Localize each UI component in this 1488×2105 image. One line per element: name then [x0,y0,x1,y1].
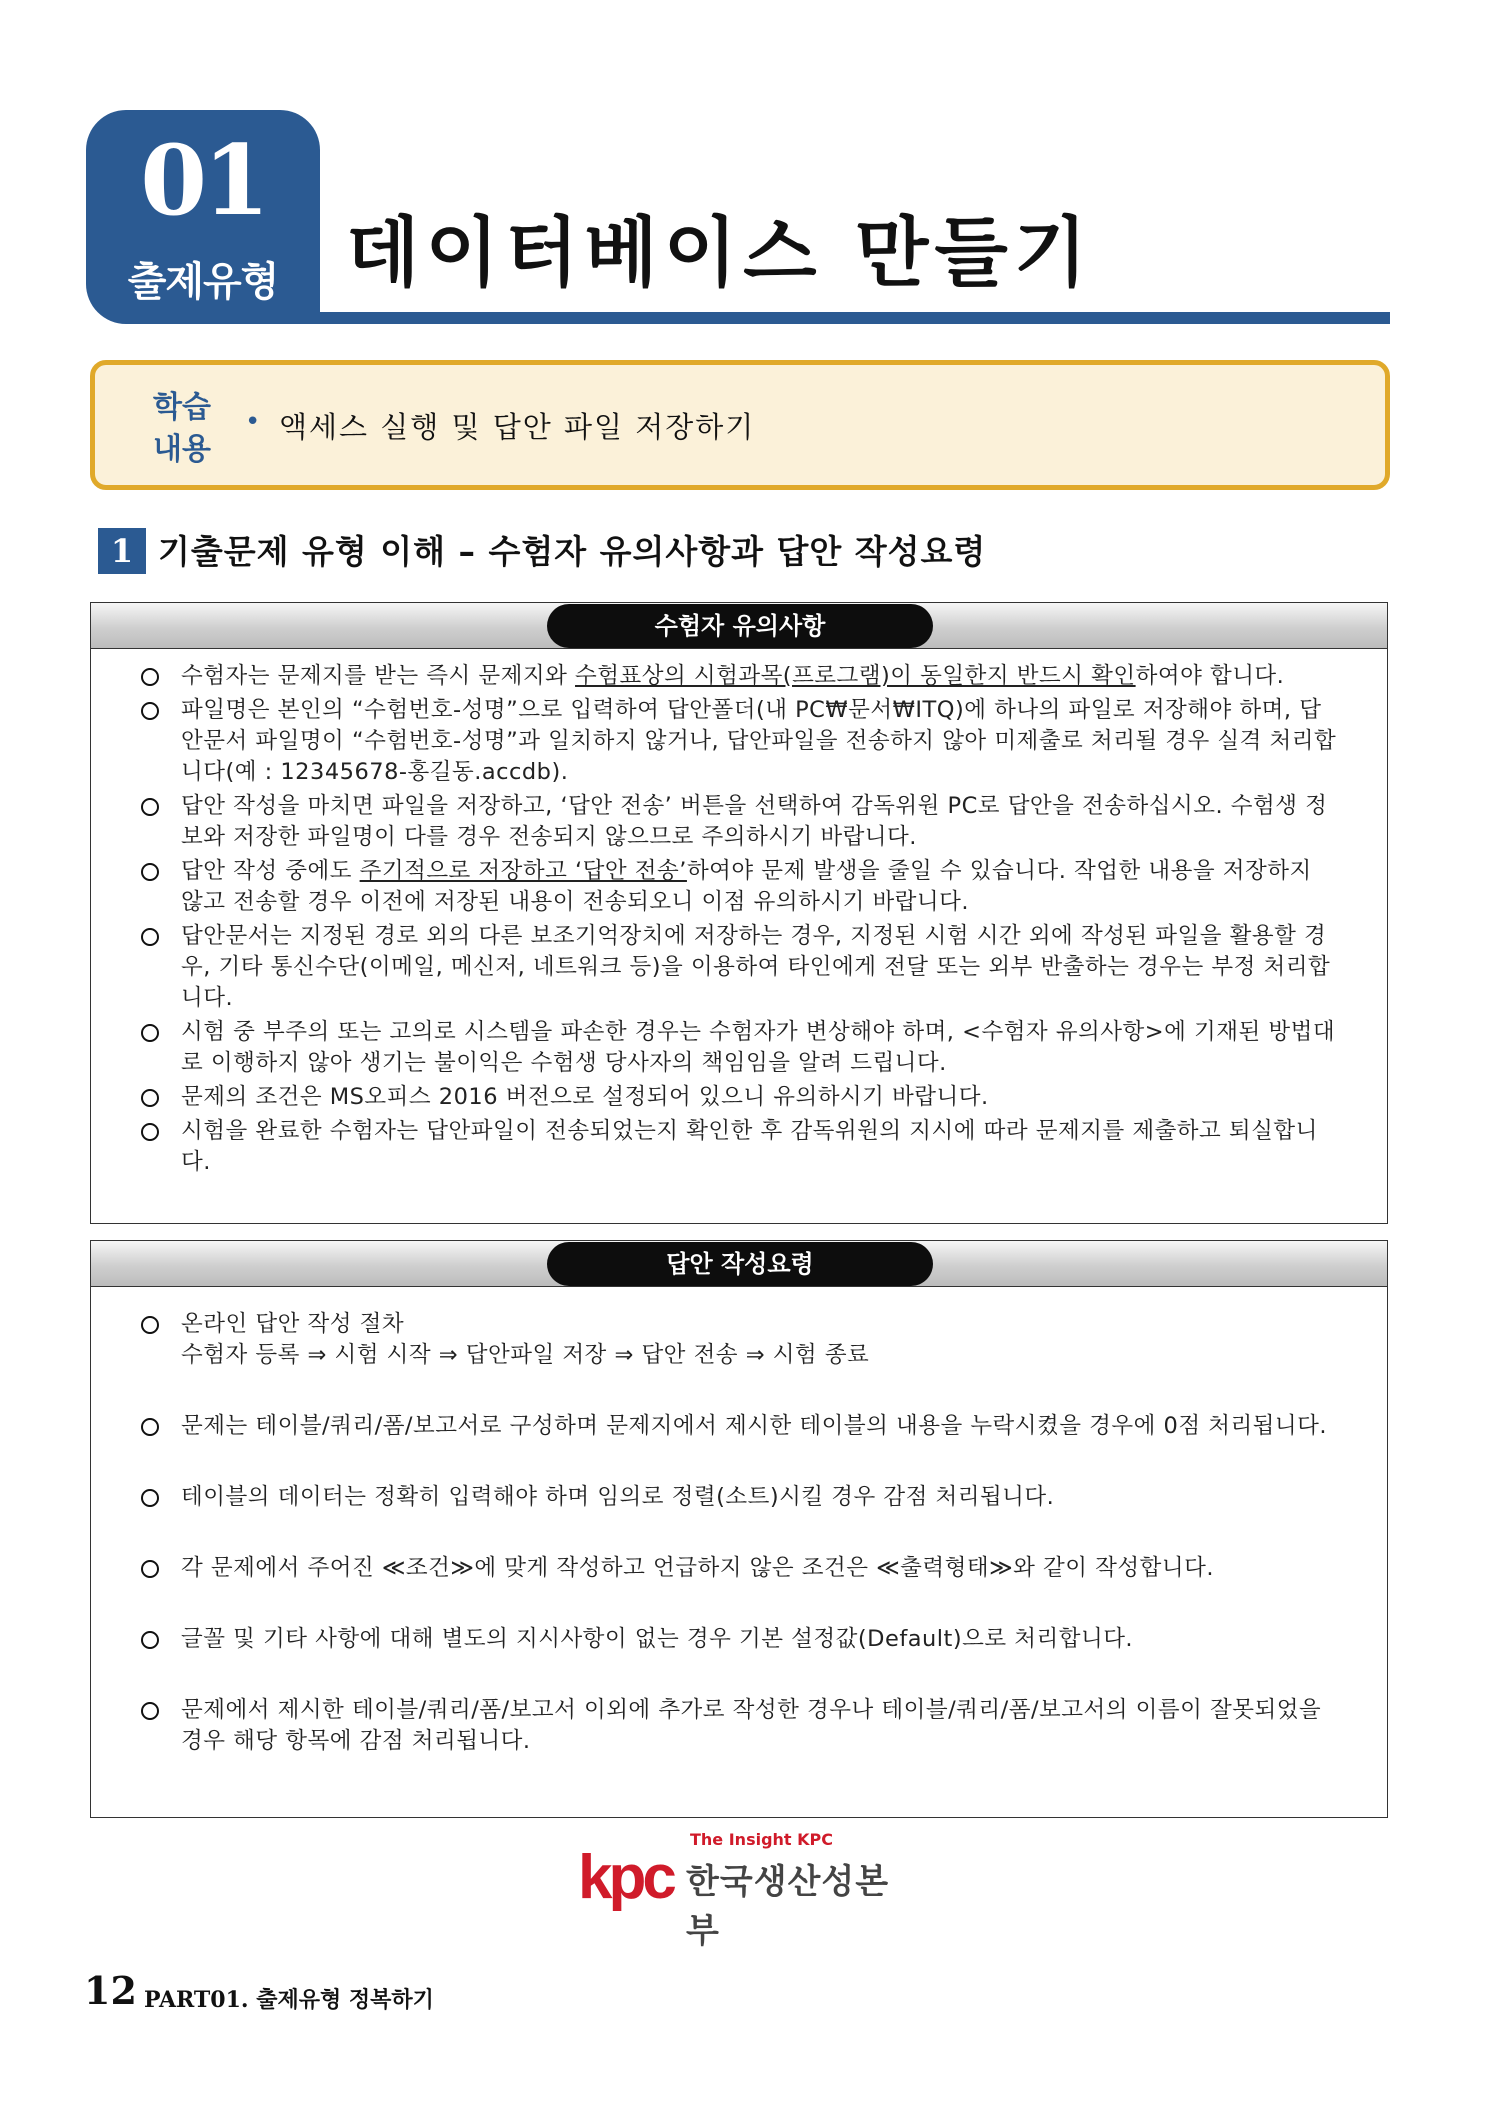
list-item: 온라인 답안 작성 절차 수험자 등록 ⇒ 시험 시작 ⇒ 답안파일 저장 ⇒ 답안 전송 ⇒ 시험 종료 [91,1309,1387,1371]
list-item: 각 문제에서 주어진 ≪조건≫에 맞게 작성하고 언급하지 않은 조건은 ≪출력형태≫와 같이 작성합니다. [91,1553,1387,1584]
kpc-logo [578,1830,898,1951]
list-item: 파일명은 본인의 “수험번호-성명”으로 입력하여 답안폴더(내 PC₩문서₩ITQ)에 하나의 파일로 저장해야 하며, 답안문서 파일명이 “수험번호-성명”과 일치하지 않거나, 답안파일을 전송하지 않아 미제출로 처리될 경우 실격 처리합니다(예 : 12345678-홍길동.accdb). [91,695,1387,788]
underlined-text: 수험표상의 시험과목(프로그램)이 동일한지 반드시 확인 [575,663,1136,689]
circle-bullet-icon [141,928,159,946]
learning-label-line1: 학습 [153,390,211,425]
list-item: 답안문서는 지정된 경로 외의 다른 보조기억장치에 저장하는 경우, 지정된 시험 시간 외에 작성된 파일을 활용할 경우, 기타 통신수단(이메일, 메신저, 네트워크 등)을 이용하여 타인에게 전달 또는 외부 반출하는 경우는 부정 처리합니다. [91,921,1387,1014]
circle-bullet-icon [141,1316,159,1334]
list-item: 문제의 조건은 MS오피스 2016 버전으로 설정되어 있으니 유의하시기 바랍니다. [91,1082,1387,1113]
circle-bullet-icon [141,1631,159,1649]
guide-panel [90,1240,1388,1818]
circle-bullet-icon [141,668,159,686]
guide-heading: 답안 작성요령 [547,1242,933,1286]
circle-bullet-icon [141,1089,159,1107]
list-item: 문제에서 제시한 테이블/쿼리/폼/보고서 이외에 추가로 작성한 경우나 테이블/쿼리/폼/보고서의 이름이 잘못되었을 경우 해당 항목에 감점 처리됩니다. [91,1695,1387,1757]
list-item: 답안 작성을 마치면 파일을 저장하고, ‘답안 전송’ 버튼을 선택하여 감독위원 PC로 답안을 전송하십시오. 수험생 정보와 저장한 파일명이 다를 경우 전송되지 않으므로 주의하시기 바랍니다. [91,791,1387,853]
circle-bullet-icon [141,1418,159,1436]
guide-panel-header [91,1241,1387,1287]
chapter-type: 출제유형 [127,259,279,305]
underlined-text: 주기적으로 저장하고 ‘답안 전송’ [359,858,687,884]
notice-panel-header [91,603,1387,649]
learning-item: 액세스 실행 및 답안 파일 저장하기 [279,410,756,444]
circle-bullet-icon [141,1489,159,1507]
bullet-icon: • [245,407,261,437]
title-rule [300,312,1390,324]
notice-panel [90,602,1388,1224]
circle-bullet-icon [141,863,159,881]
list-item: 수험자는 문제지를 받는 즉시 문제지와 수험표상의 시험과목(프로그램)이 동일한지 반드시 확인하여야 합니다. [91,661,1387,692]
circle-bullet-icon [141,798,159,816]
guide-list [91,1287,1387,1757]
chapter-title: 데이터베이스 만들기 [346,208,1094,297]
section-title: 기출문제 유형 이해 – 수험자 유의사항과 답안 작성요령 [158,532,987,571]
learning-label [147,387,217,471]
page-number: 12 [84,1968,137,2013]
circle-bullet-icon [141,1024,159,1042]
circle-bullet-icon [141,1702,159,1720]
list-item: 답안 작성 중에도 주기적으로 저장하고 ‘답안 전송’하여야 문제 발생을 줄일 수 있습니다. 작업한 내용을 저장하지 않고 전송할 경우 이전에 저장된 내용이 전송되오니 이점 유의하시기 바랍니다. [91,856,1387,918]
footer-label: PART01. 출제유형 정복하기 [144,1987,434,2013]
list-item: 시험 중 부주의 또는 고의로 시스템을 파손한 경우는 수험자가 변상해야 하며, <수험자 유의사항>에 기재된 방법대로 이행하지 않아 생기는 불이익은 수험생 당사자의 책임임을 알려 드립니다. [91,1017,1387,1079]
notice-heading: 수험자 유의사항 [547,604,933,648]
logo-name: 한국생산성본부 [686,1862,890,1951]
logo-tagline: The Insight KPC [690,1830,834,1849]
list-item: 글꼴 및 기타 사항에 대해 별도의 지시사항이 없는 경우 기본 설정값(Default)으로 처리합니다. [91,1624,1387,1655]
list-item: 문제는 테이블/쿼리/폼/보고서로 구성하며 문제지에서 제시한 테이블의 내용을 누락시켰을 경우에 0점 처리됩니다. [91,1411,1387,1442]
learning-label-line2: 내용 [153,432,211,467]
learning-content-box [90,360,1390,490]
list-item: 테이블의 데이터는 정확히 입력해야 하며 임의로 정렬(소트)시킬 경우 감점 처리됩니다. [91,1482,1387,1513]
circle-bullet-icon [141,1123,159,1141]
chapter-number: 01 [140,124,266,237]
chapter-badge [86,110,320,324]
notice-list [91,649,1387,1178]
circle-bullet-icon [141,1560,159,1578]
list-item: 시험을 완료한 수험자는 답안파일이 전송되었는지 확인한 후 감독위원의 지시에 따라 문제지를 제출하고 퇴실합니다. [91,1116,1387,1178]
circle-bullet-icon [141,702,159,720]
section-number: 1 [98,528,146,574]
logo-mark: kpc [578,1843,673,1912]
